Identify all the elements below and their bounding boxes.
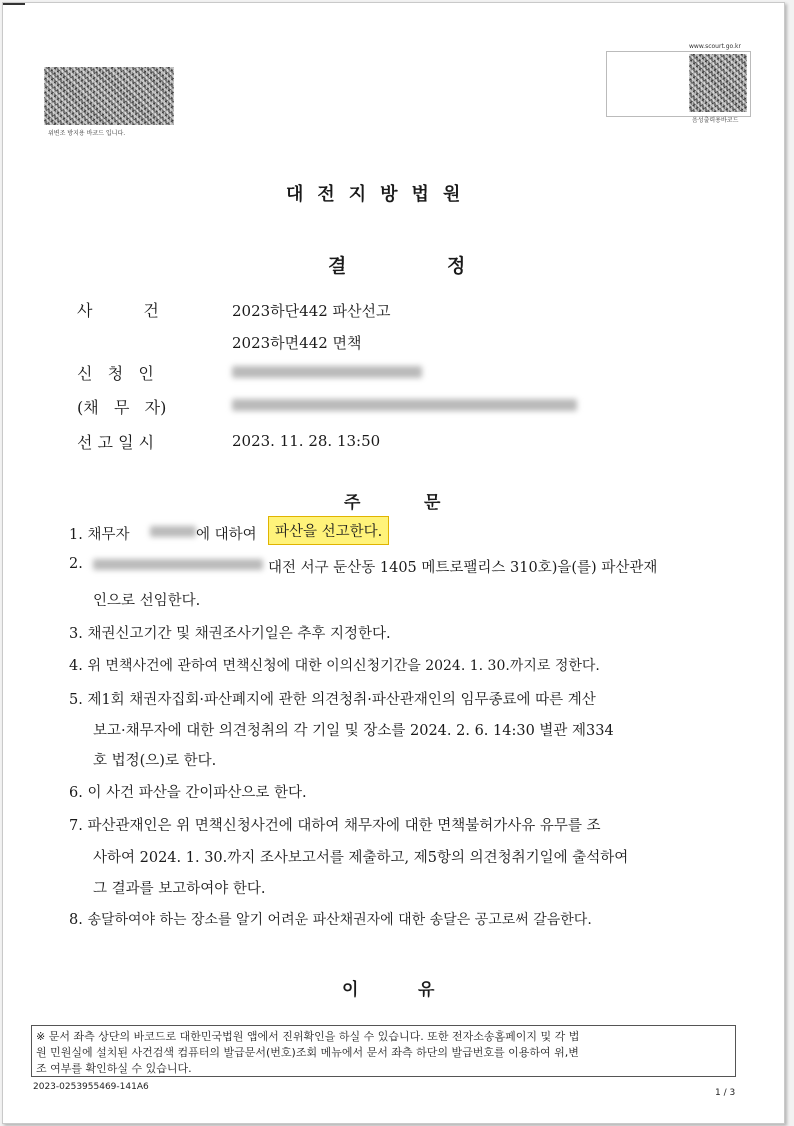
doc-title-left: 결	[328, 255, 347, 277]
applicant-label: 신 청 인	[77, 364, 154, 383]
case-label: 사 건	[77, 301, 159, 320]
order-item-5-cont: 보고·채무자에 대한 의견청취의 각 기일 및 장소를 2024. 2. 6. 14:30 별관 제334	[93, 723, 614, 739]
date-value: 2023. 11. 28. 13:50	[232, 432, 381, 450]
case-number-discharge: 2023하면442 면책	[232, 334, 362, 352]
date-label: 선 고 일 시	[77, 433, 155, 452]
issue-number: 2023-0253955469-141A6	[33, 1082, 149, 1092]
order-item-6	[69, 781, 307, 802]
item-text: 위 면책사건에 관하여 면책신청에 대한 이의신청기간을 2024. 1. 30.까지로 정한다.	[87, 658, 600, 674]
order-item-5	[69, 688, 596, 709]
redacted-applicant-name	[232, 366, 422, 378]
item-text: 이 사건 파산을 간이파산으로 한다.	[87, 785, 307, 801]
order-item-4	[69, 655, 600, 675]
item-number: 7.	[69, 818, 83, 834]
order-item-7-cont: 사하여 2024. 1. 30.까지 조사보고서를 제출하고, 제5항의 의견청취기일에 출석하여	[93, 850, 629, 866]
order-heading-left: 주	[344, 493, 361, 513]
doc-title-right: 정	[447, 255, 466, 277]
order-item-3	[69, 622, 391, 643]
court-name: 대전지방법원	[286, 184, 475, 205]
order-item-7-cont2: 그 결과를 보고하여야 한다.	[93, 881, 266, 897]
page-indicator: 1 / 3	[715, 1088, 736, 1098]
item-number: 8.	[69, 912, 83, 928]
redacted-debtor-address	[232, 399, 577, 411]
order-item-1	[69, 523, 129, 544]
debtor-label: (채 무 자)	[77, 398, 167, 417]
order-item-7	[69, 814, 601, 835]
document-page	[2, 2, 785, 1124]
item-number: 4.	[69, 658, 83, 674]
item-number: 5.	[69, 692, 83, 708]
order-item-5-cont2: 호 법정(으)로 한다.	[93, 753, 217, 769]
order-item-2-cont: 인으로 선임한다.	[93, 593, 201, 609]
highlighted-bankruptcy-declaration: 파산을 선고한다.	[268, 516, 389, 545]
notice-line-3: 조 여부를 확인하실 수 있습니다.	[36, 1062, 192, 1075]
order-item-8	[69, 909, 592, 929]
order-item-1-mid: 에 대하여	[196, 527, 257, 543]
forgery-prevention-barcode	[44, 67, 174, 125]
verification-notice	[31, 1025, 736, 1077]
order-item-2: 대전 서구 둔산동 1405 메트로팰리스 310호)을(를) 파산관재	[268, 560, 658, 576]
item-text: 채권신고기간 및 채권조사기일은 추후 지정한다.	[87, 626, 391, 642]
item-text: 송달하여야 하는 장소를 알기 어려운 파산채권자에 대한 송달은 공고로써 갈음한다.	[87, 912, 592, 928]
item-number: 3.	[69, 626, 83, 642]
order-item-2-number: 2.	[69, 556, 83, 572]
audio-output-barcode	[689, 54, 747, 112]
item-text: 제1회 채권자집회·파산폐지에 관한 의견청취·파산관재인의 임무종료에 따른 계산	[87, 692, 596, 708]
barcode-left-caption: 위변조 방지용 바코드 입니다.	[48, 130, 126, 137]
case-number-bankruptcy: 2023하단442 파산선고	[232, 302, 391, 320]
item-text: 채무자	[87, 527, 130, 543]
redacted-debtor-name	[150, 526, 196, 537]
barcode-right-site: www.scourt.go.kr	[689, 43, 741, 50]
item-number: 1.	[69, 527, 83, 543]
audio-barcode-box	[606, 51, 751, 117]
item-text: 파산관재인은 위 면책신청사건에 대하여 채무자에 대한 면책불허가사유 유무를 조	[87, 818, 601, 834]
barcode-right-caption: 음성출력용바코드	[692, 117, 739, 124]
reason-heading-right: 유	[418, 980, 435, 1000]
item-number: 6.	[69, 785, 83, 801]
order-heading-right: 문	[424, 493, 441, 513]
redacted-trustee-name	[93, 559, 263, 570]
notice-line-2: 원 민원실에 설치된 사건검색 컴퓨터의 발급문서(번호)조회 메뉴에서 문서 좌측 하단의 발급번호를 이용하여 위,변	[36, 1046, 579, 1059]
corner-mark	[3, 3, 25, 5]
notice-line-1: ※ 문서 좌측 상단의 바코드로 대한민국법원 앱에서 진위확인을 하실 수 있습니다. 또한 전자소송홈페이지 및 각 법	[36, 1030, 580, 1043]
reason-heading-left: 이	[342, 980, 359, 1000]
